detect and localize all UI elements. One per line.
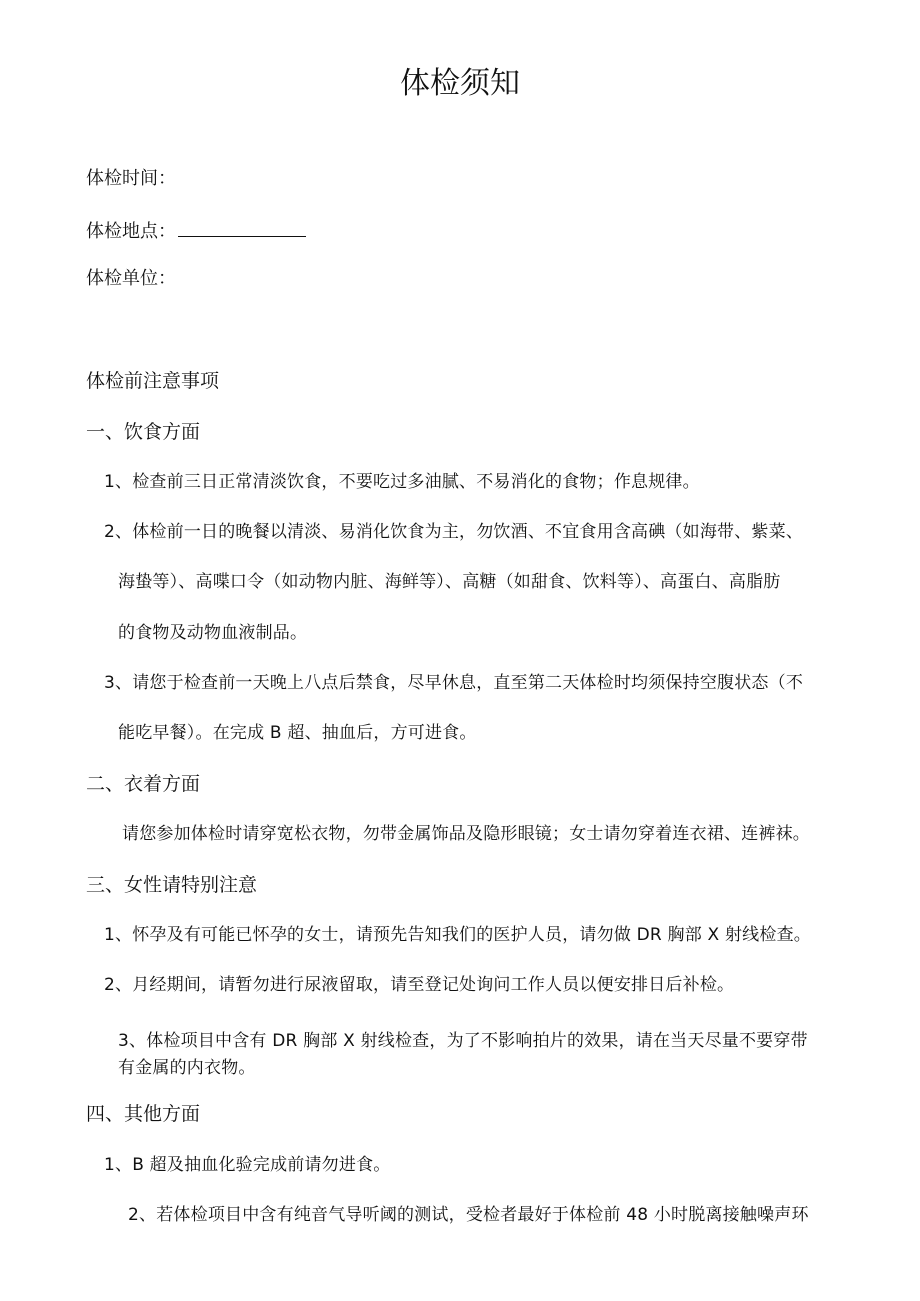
diet-item-2-line-1: 2、体检前一日的晚餐以清淡、易消化饮食为主，勿饮酒、不宜食用含高碘（如海带、紫菜、 <box>104 522 804 542</box>
section-heading-other: 四、其他方面 <box>86 1103 201 1125</box>
precautions-heading: 体检前注意事项 <box>86 370 220 392</box>
exam-location-label: 体检地点： <box>86 221 176 242</box>
other-item-1: 1、B 超及抽血化验完成前请勿进食。 <box>104 1155 391 1175</box>
diet-item-3-line-2: 能吃早餐）。在完成 B 超、抽血后，方可进食。 <box>118 723 477 743</box>
exam-unit-label: 体检单位： <box>86 268 176 289</box>
diet-item-2-line-2: 海蛰等）、高喋口令（如动物内脏、海鲜等）、高糖（如甜食、饮料等）、高蛋白、高脂肪 <box>118 572 781 592</box>
section-heading-diet: 一、饮食方面 <box>86 421 201 443</box>
exam-location-row <box>86 218 306 243</box>
other-item-2: 2、若体检项目中含有纯音气导听阈的测试，受检者最好于体检前 48 小时脱离接触噪声环 <box>128 1205 809 1225</box>
women-item-3-line-1: 3、体检项目中含有 DR 胸部 X 射线检查，为了不影响拍片的效果，请在当天尽量不要穿带 <box>118 1031 808 1051</box>
diet-item-1: 1、检查前三日正常清淡饮食，不要吃过多油腻、不易消化的食物；作息规律。 <box>104 472 700 492</box>
page-title: 体检须知 <box>400 66 520 101</box>
diet-item-3-line-1: 3、请您于检查前一天晚上八点后禁食，尽早休息，直至第二天体检时均须保持空腹状态（不 <box>104 673 804 693</box>
section-heading-clothing: 二、衣着方面 <box>86 773 201 795</box>
women-item-3-line-2: 有金属的内衣物。 <box>118 1058 256 1078</box>
diet-item-2-line-3: 的食物及动物血液制品。 <box>118 623 308 643</box>
exam-time-label: 体检时间： <box>86 168 176 189</box>
clothing-item-1: 请您参加体检时请穿宽松衣物，勿带金属饰品及隐形眼镜；女士请勿穿着连衣裙、连裤袜。 <box>122 824 810 844</box>
women-item-2: 2、月经期间，请暂勿进行尿液留取，请至登记处询问工作人员以便安排日后补检。 <box>104 975 735 995</box>
exam-location-blank <box>178 218 306 237</box>
women-item-1: 1、怀孕及有可能已怀孕的女士，请预先告知我们的医护人员，请勿做 DR 胸部 X 射线检查。 <box>104 925 811 945</box>
section-heading-women: 三、女性请特别注意 <box>86 874 258 896</box>
